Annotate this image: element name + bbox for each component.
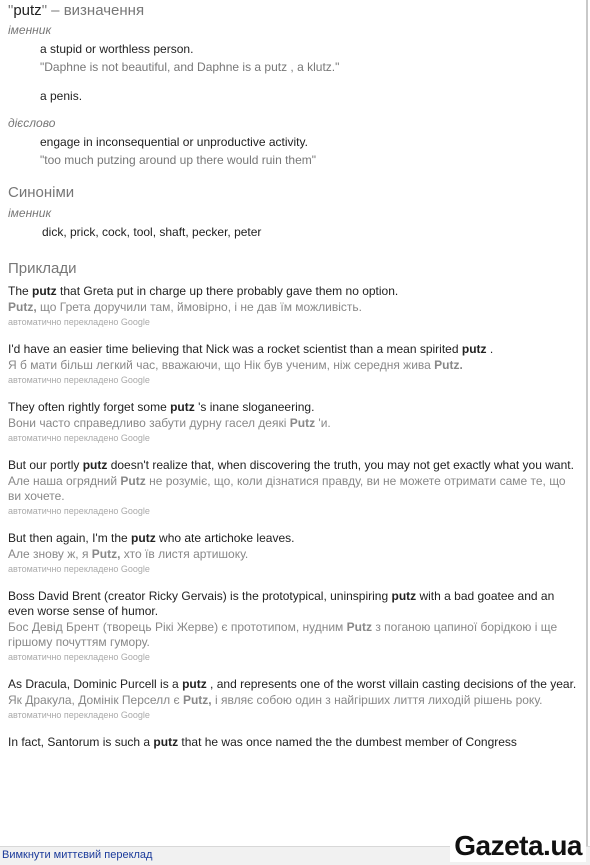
example-translation: Як Дракула, Домінік Перселл є Putz, і являє собою один з найгірших лиття лиходій рішень року. xyxy=(8,693,543,707)
example-translation: Putz, що Грета доручили там, ймовірно, і не дав їм можливість. xyxy=(8,300,362,314)
example-item xyxy=(8,589,580,663)
content xyxy=(8,0,580,750)
machine-translation-credit: автоматично перекладено Google xyxy=(8,710,150,720)
example-item xyxy=(8,458,580,517)
machine-translation-credit: автоматично перекладено Google xyxy=(8,317,150,327)
definition-example: "too much putzing around up there would ruin them" xyxy=(40,153,317,167)
title-word: putz xyxy=(13,2,42,19)
example-english: I'd have an easier time believing that Nick was a rocket scientist than a mean spirited putz . xyxy=(8,342,494,356)
example-translation: Я б мати більш легкий час, вважаючи, що Нік був ученим, ніж середня жива Putz. xyxy=(8,358,463,372)
example-item xyxy=(8,531,580,575)
example-translation: Але наша огрядний Putz не розуміє, що, коли дізнатися правду, ви не можете отримати саме те, що ви хочете. xyxy=(8,474,566,503)
example-item xyxy=(8,735,580,750)
example-english: Boss David Brent (creator Ricky Gervais) is the prototypical, uninspiring putz with a bad goatee and an even worse sense of humor. xyxy=(8,589,555,618)
definition-group-verb xyxy=(8,116,580,168)
example-english: But then again, I'm the putz who ate artichoke leaves. xyxy=(8,531,295,545)
machine-translation-credit: автоматично перекладено Google xyxy=(8,375,150,385)
example-translation: Бос Девід Брент (творець Рікі Жерве) є прототипом, нудним Putz з поганою цапиної борідкою і ще гіршому почуттям гумору. xyxy=(8,620,558,649)
example-translation: Але знову ж, я Putz, хто їв листя артишоку. xyxy=(8,547,249,561)
definition-title: "putz" – визначення xyxy=(8,2,145,19)
machine-translation-credit: автоматично перекладено Google xyxy=(8,506,150,516)
gazeta-watermark-logo: Gazeta.ua xyxy=(450,830,586,862)
machine-translation-credit: автоматично перекладено Google xyxy=(8,433,150,443)
example-english: As Dracula, Dominic Purcell is a putz , and represents one of the worst villain casting decisions of the year. xyxy=(8,677,577,691)
part-of-speech: дієслово xyxy=(8,116,56,130)
definition-example: "Daphne is not beautiful, and Daphne is a putz , a klutz." xyxy=(40,60,340,74)
example-translation: Вони часто справедливо забути дурну гасел деякі Putz 'и. xyxy=(8,416,331,430)
definition-group-noun xyxy=(8,23,580,104)
example-english: But our portly putz doesn't realize that, when discovering the truth, you may not get exactly what you want. xyxy=(8,458,574,472)
machine-translation-credit: автоматично перекладено Google xyxy=(8,564,150,574)
example-item xyxy=(8,284,580,328)
machine-translation-credit: автоматично перекладено Google xyxy=(8,652,150,662)
synonyms-part-of-speech: іменник xyxy=(8,206,52,220)
synonyms-list: dick, prick, cock, tool, shaft, pecker, peter xyxy=(42,225,262,239)
definition-text: engage in inconsequential or unproductive activity. xyxy=(40,135,308,149)
definition-text: a penis. xyxy=(40,89,83,103)
definition-text: a stupid or worthless person. xyxy=(40,42,194,56)
examples-list xyxy=(8,284,580,750)
examples-heading: Приклади xyxy=(8,260,77,277)
example-item xyxy=(8,342,580,386)
disable-instant-translate-link[interactable]: Вимкнути миттєвий переклад xyxy=(2,849,153,861)
example-item xyxy=(8,677,580,721)
example-english: They often rightly forget some putz 's inane sloganeering. xyxy=(8,400,315,414)
part-of-speech: іменник xyxy=(8,23,52,37)
example-english: In fact, Santorum is such a putz that he was once named the the dumbest member of Congress xyxy=(8,735,517,749)
synonyms-heading: Синоніми xyxy=(8,184,75,201)
example-english: The putz that Greta put in charge up there probably gave them no option. xyxy=(8,284,399,298)
example-item xyxy=(8,400,580,444)
